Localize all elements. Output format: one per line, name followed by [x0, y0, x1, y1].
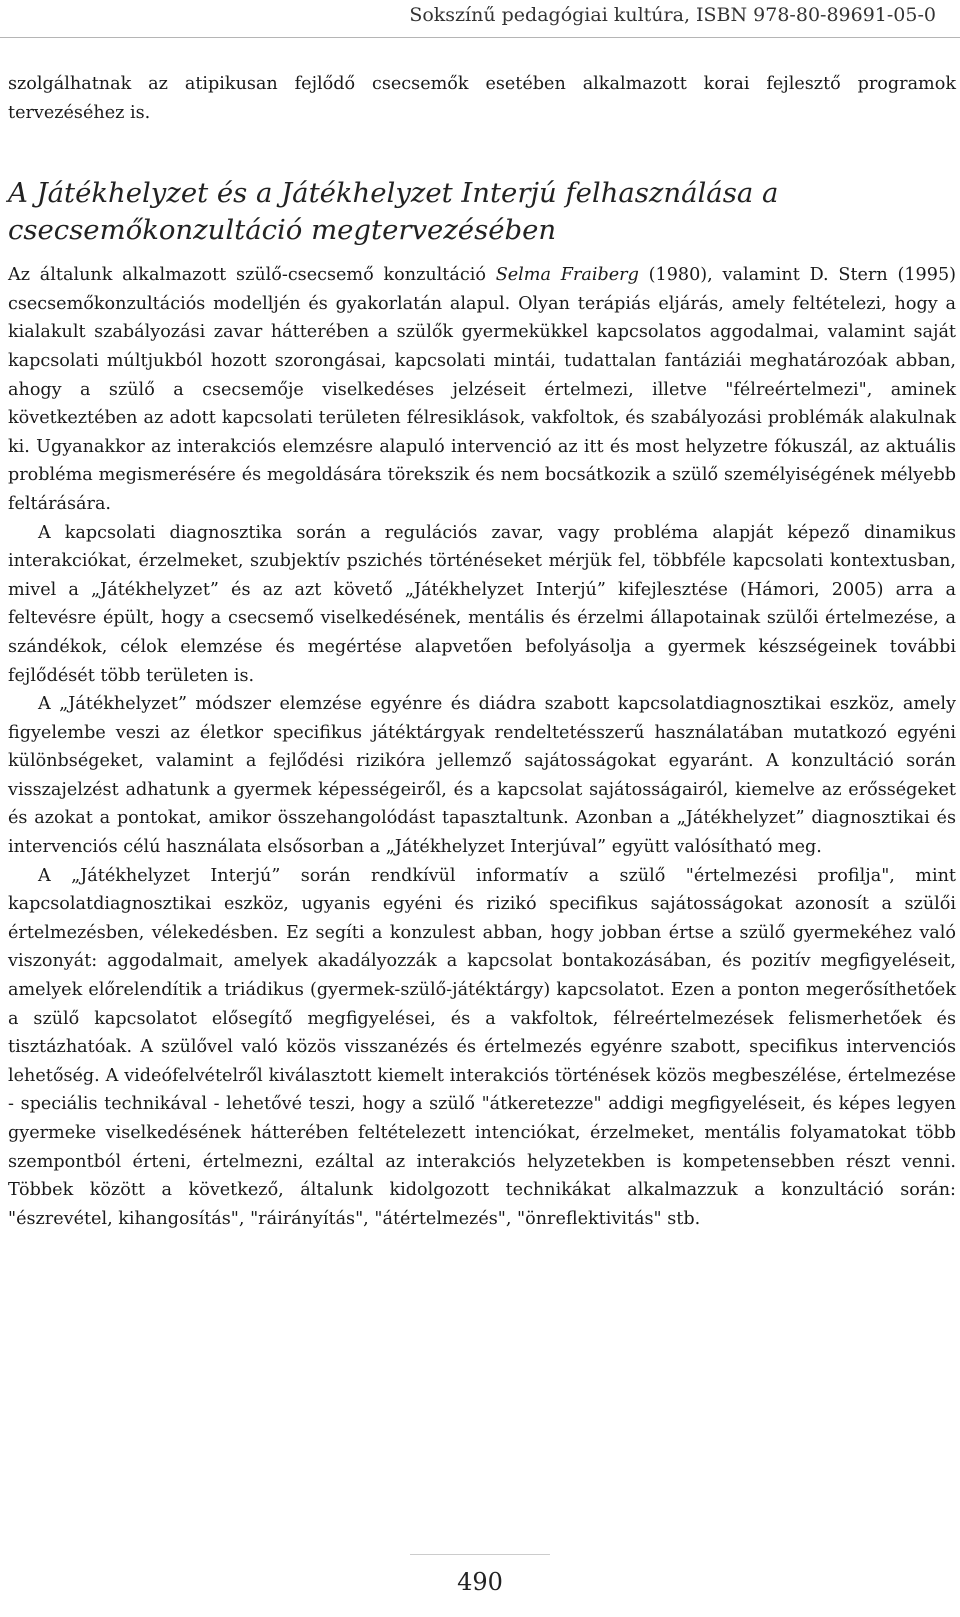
- page-content: [8, 70, 956, 1233]
- page-number: 490: [457, 1568, 503, 1596]
- paragraph-3: A „Játékhelyzet” módszer elemzése egyénre és diádra szabott kapcsolatdiagnosztikai eszköz, amely figyelembe veszi az életkor specifikus játéktárgyak rendeltetésszerű használatában mutatkozó egyéni különbségeket, valamint a fejlődési rizikóra jellemző sajátosságokat egyaránt. A konzultáció során visszajelzést adhatunk a gyermek képességeiről, és a kapcsolat sajátosságairól, kiemelve az erősségeket és azokat a pontokat, amikor összehangolódást tapasztaltunk. Azonban a „Játékhelyzet” diagnosztikai és intervenciós célú használata elsősorban a „Játékhelyzet Interjúval” együtt valósítható meg.: [8, 694, 956, 858]
- paragraph-1-rest: (1980), valamint D. Stern (1995) csecsemőkonzultációs modelljén és gyakorlatán alapul. Olyan terápiás eljárás, amely feltételezi, hogy a kialakult szabályozási zavar hátterében a szülők gyermekükkel kapcsolatos aggodalmai, valamint saját kapcsolati múltjukból hozott szorongásai, kapcsolati mintái, tudattalan fantáziái meghatározóak abban, ahogy a szülő a csecsemője viselkedéses jelzéseit értelmezi, illetve "félreértelmezi", aminek következtében az adott kapcsolati területen félresiklások, vakfoltok, és szabályozási problémák alakulnak ki. Ugyanakkor az interakciós elemzésre alapuló intervenció az itt és most helyzetre fókuszál, az aktuális probléma megismerésére és megoldására törekszik és nem bocsátkozik a szülő személyiségének mélyebb feltárására.: [8, 265, 957, 514]
- author-name: Selma Fraiberg: [495, 265, 639, 286]
- section-heading: A Játékhelyzet és a Játékhelyzet Interjú felhasználása a csecsemőkonzultáció megtervezésében: [8, 177, 779, 247]
- running-header: Sokszínű pedagógiai kultúra, ISBN 978-80-89691-05-0: [409, 4, 936, 26]
- header-divider: [0, 37, 960, 38]
- footer-divider: [410, 1554, 550, 1555]
- paragraph-1-start: Az általunk alkalmazott szülő-csecsemő konzultáció: [8, 265, 496, 286]
- paragraph-4: A „Játékhelyzet Interjú” során rendkívül informatív a szülő "értelmezési profilja", mint kapcsolatdiagnosztikai eszköz, ugyanis egyéni és rizikó specifikus sajátosságokat azonosít a szülői értelmezésben, vélekedésben. Ez segíti a konzulest abban, hogy jobban értse a szülő gyermekéhez való viszonyát: aggodalmait, amelyek akadályozzák a kapcsolat bontakozásában, és pozitív megfigyeléseit, amelyek előrelendítik a triádikus (gyermek-szülő-játéktárgy) kapcsolatot. Ezen a ponton megerősíthetőek a szülő kapcsolatot elősegítő megfigyelései, és a vakfoltok, félreértelmezések felismerhetőek és tisztázhatóak. A szülővel való közös visszanézés és értelmezés egyénre szabott, specifikus intervenciós lehetőség. A videófelvételről kiválasztott kiemelt interakciós történések közös megbeszélése, értelmezése - speciális technikával - lehetővé teszi, hogy a szülő "átkeretezze" addigi megfigyeléseit, és képes legyen gyermeke viselkedésének hátterében feltételezett intenciókat, érzelmeket, mentális folyamatokat több szempontból érteni, értelmezni, ezáltal az interakciós helyzetekben is kompetensebben részt venni. Többek között a következő, általunk kidolgozott technikákat alkalmazzuk a konzultáció során: "észrevétel, kihangosítás", "ráirányítás", "átértelmezés", "önreflektivitás" stb.: [8, 865, 956, 1229]
- paragraph-1: [8, 261, 956, 518]
- paragraph-2: A kapcsolati diagnosztika során a regulációs zavar, vagy probléma alapját képező dinamikus interakciókat, érzelmeket, szubjektív pszichés történéseket mérjük fel, többféle kapcsolati kontextusban, mivel a „Játékhelyzet” és az azt követő „Játékhelyzet Interjú” kifejlesztése (Hámori, 2005) arra a feltevésre épült, hogy a csecsemő viselkedésének, mentális és érzelmi állapotainak szülői értelmezése, a szándékok, célok elemzése és megértése alapvetően befolyásolja a gyermek készségeinek további fejlődését több területen is.: [8, 522, 956, 686]
- intro-paragraph: szolgálhatnak az atipikusan fejlődő csecsemők esetében alkalmazott korai fejlesztő programok tervezéséhez is.: [8, 74, 956, 123]
